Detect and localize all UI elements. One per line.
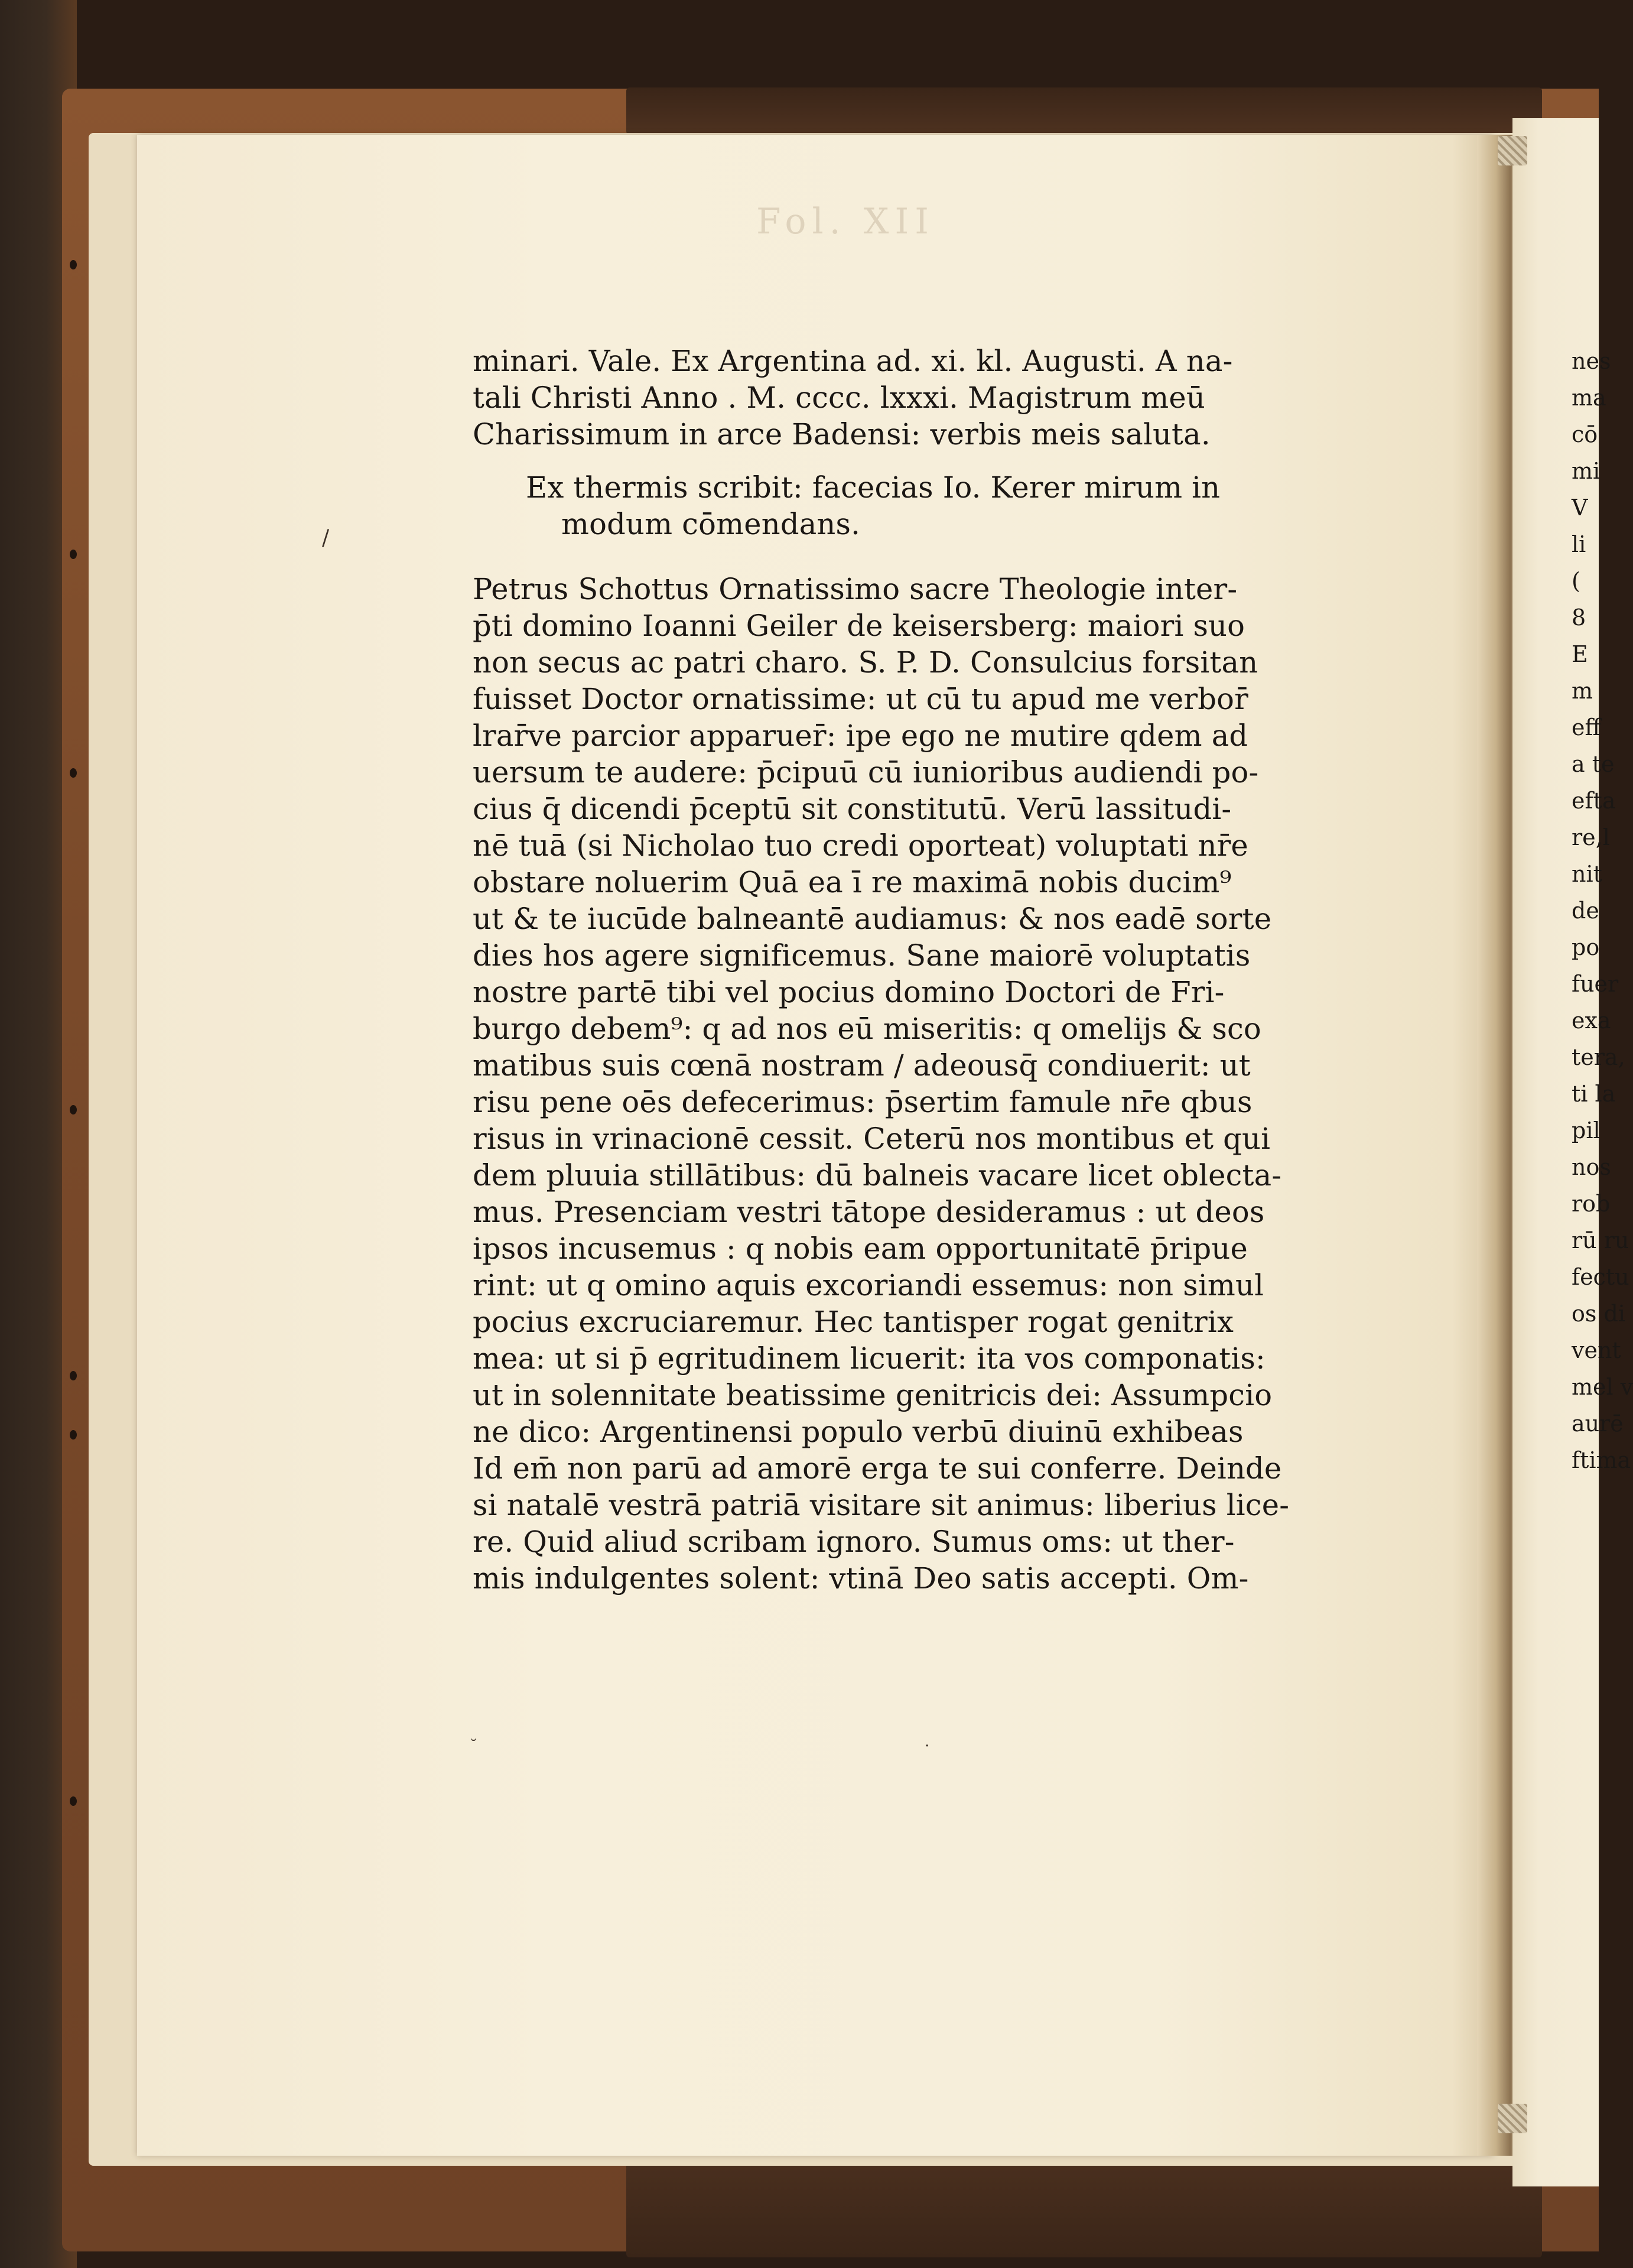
text-line: Id em̄ non parū ad amorē erga te sui conferre. Deinde — [473, 1451, 1282, 1486]
text-line: risu pene oēs defecerimus: p̄sertim famule nr̄e qbus — [473, 1085, 1253, 1119]
binding-stitch — [1498, 2104, 1527, 2133]
facing-page-fragment: po — [1572, 934, 1600, 960]
text-line: lrar̄ve parcior apparuer̄: ipe ego ne mutire qdem ad — [473, 719, 1248, 753]
binding-hole — [70, 1105, 77, 1114]
text-line: re. Quid aliud scribam ignoro. Sumus oms: ut ther- — [473, 1525, 1235, 1559]
facing-page-fragment: de — [1572, 898, 1599, 924]
letter-body — [473, 571, 1312, 1597]
text-line: ut in solennitate beatissime genitricis dei: Assumpcio — [473, 1378, 1273, 1412]
facing-page-fragment: m — [1572, 678, 1593, 704]
text-line: risus in vrinacionē cessit. Ceterū nos montibus et qui — [473, 1122, 1271, 1156]
text-line: nostre partē tibi vel pocius domino Doctori de Fri- — [473, 975, 1225, 1009]
text-line: ipsos incusemus : q nobis eam opportunitatē p̄ripue — [473, 1232, 1248, 1266]
letter-heading: Ex thermis scribit: facecias Io. Kerer mirum in — [526, 470, 1221, 505]
bleed-through-running-head: Fol. XII — [756, 201, 935, 242]
facing-page-fragment: 8 — [1572, 605, 1586, 631]
facing-page-fragment: li — [1572, 531, 1586, 557]
facing-page-fragment: mel v — [1572, 1374, 1633, 1400]
ink-mark: · — [925, 1737, 930, 1755]
binding-hole — [70, 1430, 77, 1440]
text-line: burgo debem⁹: q ad nos eū miseritis: q omelijs & sco — [473, 1012, 1261, 1046]
text-line: minari. Vale. Ex Argentina ad. xi. kl. Augusti. A na- — [473, 344, 1233, 378]
text-line: ut & te iucūde balneantē audiamus: & nos eadē sorte — [473, 902, 1272, 936]
text-line: Petrus Schottus Ornatissimo sacre Theologie inter- — [473, 572, 1238, 606]
text-line: mus. Presenciam vestri tātope desideramus : ut deos — [473, 1195, 1265, 1229]
facing-page-fragment: nos — [1572, 1154, 1611, 1180]
binding-hole — [70, 1796, 77, 1806]
page-text — [473, 343, 1312, 1597]
facing-page-fragment: eff — [1572, 714, 1601, 740]
text-line: p̄ti domino Ioanni Geiler de keisersberg: maiori suo — [473, 609, 1245, 643]
facing-page-fragment: ftima — [1572, 1447, 1631, 1473]
text-line: dies hos agere significemus. Sane maiorē voluptatis — [473, 938, 1251, 973]
text-line: non secus ac patri charo. S. P. D. Consulcius forsitan — [473, 645, 1258, 680]
text-line: ne dico: Argentinensi populo verbū diuinū exhibeas — [473, 1415, 1244, 1449]
text-line: si natalē vestrā patriā visitare sit animus: liberius lice- — [473, 1488, 1290, 1522]
facing-page-fragment: tera, — [1572, 1044, 1625, 1070]
facing-page-fragment: cō — [1572, 421, 1598, 447]
text-line: pocius excruciaremur. Hec tantisper rogat genitrix — [473, 1305, 1234, 1339]
facing-page-fragment: efta — [1572, 788, 1616, 814]
text-line: rint: ut q omino aquis excoriandi essemus: non simul — [473, 1268, 1264, 1302]
letter-heading: modum cōmendans. — [561, 507, 861, 541]
ink-mark: ˘ — [470, 1737, 477, 1755]
facing-page-fragment: pil — [1572, 1117, 1601, 1143]
facing-page-fragment: vent — [1572, 1337, 1621, 1363]
facing-page-fragment: os di — [1572, 1301, 1625, 1327]
facing-page-fragment: V — [1572, 495, 1588, 521]
facing-page-fragment: fuer — [1572, 971, 1619, 997]
binding-hole — [70, 260, 77, 269]
facing-page-fragment: mi — [1572, 458, 1601, 484]
text-line: fuisset Doctor ornatissime: ut cū tu apud me verbor̄ — [473, 682, 1249, 716]
facing-page-fragment: rū ru — [1572, 1227, 1629, 1253]
text-line: matibus suis cœnā nostram / adeousq̄ condiuerit: ut — [473, 1048, 1251, 1083]
binding-hole — [70, 550, 77, 559]
text-line: dem pluuia stillātibus: dū balneis vacare licet oblecta- — [473, 1158, 1282, 1193]
text-line: nē tuā (si Nicholao tuo credi oporteat) voluptati nr̄e — [473, 828, 1248, 863]
text-line: mis indulgentes solent: vtinā Deo satis accepti. Om- — [473, 1561, 1249, 1596]
facing-page-fragment: aurē — [1572, 1411, 1624, 1437]
facing-page-fragment: re,l — [1572, 824, 1610, 850]
facing-page-text — [1572, 343, 1633, 1479]
facing-page-fragment: nit — [1572, 861, 1602, 887]
text-line: Charissimum in arce Badensi: verbis meis saluta. — [473, 417, 1211, 451]
cover-damage-top — [626, 87, 1542, 135]
text-line: tali Christi Anno . M. cccc. lxxxi. Magistrum meū — [473, 381, 1205, 415]
facing-page-fragment: nes — [1572, 348, 1611, 374]
facing-page-fragment: E — [1572, 641, 1588, 667]
ink-mark: / — [322, 526, 330, 550]
facing-page-fragment: ma — [1572, 385, 1606, 411]
binding-stitch — [1498, 136, 1527, 165]
binding-hole — [70, 768, 77, 778]
text-line: obstare noluerim Quā ea ī re maximā nobis ducim⁹ — [473, 865, 1232, 899]
facing-page-fragment: a te — [1572, 751, 1615, 777]
facing-page-fragment: fectu — [1572, 1264, 1629, 1290]
facing-page-fragment: ti la — [1572, 1081, 1616, 1107]
facing-page-fragment: rob — [1572, 1191, 1611, 1217]
text-line: cius q̄ dicendi p̄ceptū sit constitutū. Verū lassitudi- — [473, 792, 1232, 826]
text-line: mea: ut si p̄ egritudinem licuerit: ita vos componatis: — [473, 1341, 1266, 1376]
facing-page-fragment: exa — [1572, 1008, 1611, 1034]
text-line: uersum te audere: p̄cipuū cū iunioribus audiendi po- — [473, 755, 1259, 789]
binding-hole — [70, 1371, 77, 1380]
facing-page-fragment: ( — [1572, 568, 1580, 594]
